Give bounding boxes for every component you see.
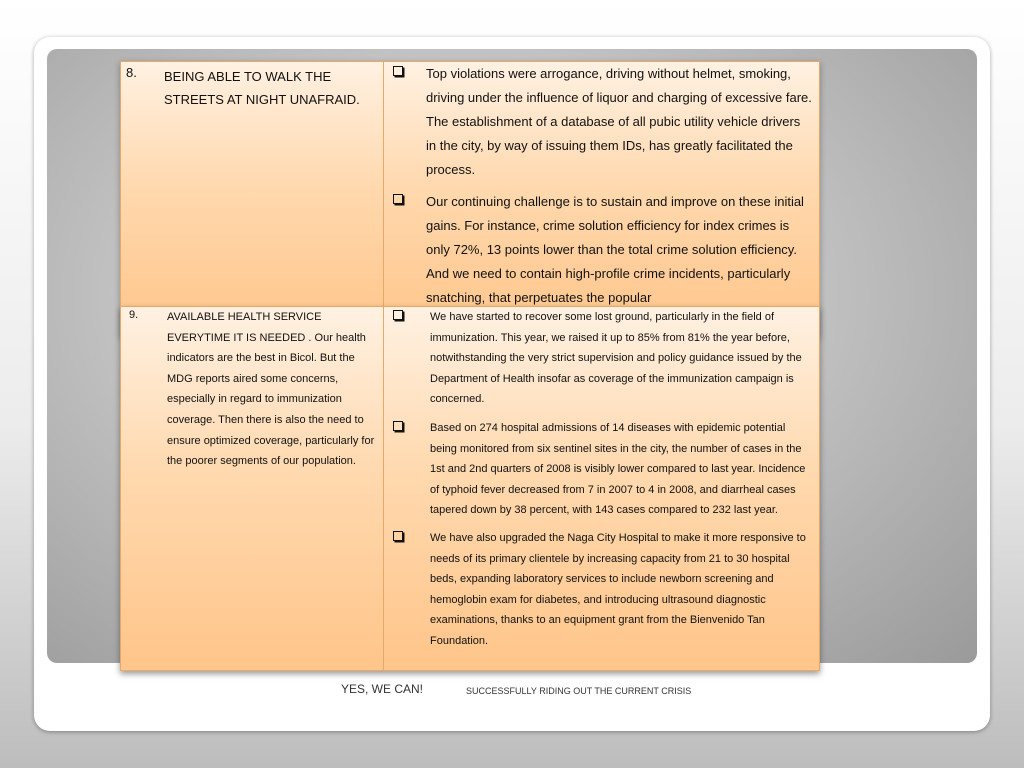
bullet-text: Based on 274 hospital admissions of 14 diseases with epidemic potential being monitored from six sentinel sites in the city, the number of cases in the 1st and 2nd quarters of 2008 is visibly lower compared to last year. Incidence of typhoid fever decreased from 7 in 2007 to 4 in 2008, and diarrheal cases tapered down by 38 percent, with 143 cases compared to 232 last year. (430, 421, 806, 517)
list-item (384, 62, 819, 182)
list-item (384, 418, 819, 521)
list-item (384, 307, 819, 410)
checkbox-bullet-icon (393, 66, 403, 76)
checkbox-bullet-icon (393, 194, 403, 204)
checkbox-bullet-icon (393, 531, 403, 541)
bullet-text: Top violations were arrogance, driving without helmet, smoking, driving under the influence of liquor and charging of excessive fare. The establishment of a database of all pubic utility vehicle drivers in the city, by way of issuing them IDs, has greatly facilitated the process. (426, 66, 812, 177)
bullet-text: We have started to recover some lost ground, particularly in the field of immunization. This year, we raised it up to 85% from 81% the year before, notwithstanding the very strict supervision and policy guidance issued by the Department of Health insofar as coverage of the immunization campaign is concerned. (430, 311, 802, 406)
item-8-number: 8. (126, 65, 137, 80)
item-9-heading: AVAILABLE HEALTH SERVICE EVERYTIME IT IS NEEDED . Our health indicators are the best in Bicol. But the MDG reports aired some concerns, especially in regard to immunization coverage. Then there is also the need to ensure optimized coverage, particularly for the poorer segments of our population. (167, 311, 375, 468)
list-item (384, 528, 819, 652)
checkbox-bullet-icon (393, 421, 403, 431)
item-9-number: 9. (129, 309, 139, 321)
list-item (384, 190, 819, 310)
table-item-8 (120, 61, 820, 337)
checkbox-bullet-icon (393, 310, 403, 320)
footer-subtitle: SUCCESSFULLY RIDING OUT THE CURRENT CRISIS (466, 686, 692, 696)
item-8-heading-cell (121, 62, 384, 336)
item-8-details-cell (384, 62, 819, 336)
bullet-text: We have also upgraded the Naga City Hospital to make it more responsive to needs of its primary clientele by increasing capacity from 21 to 30 hospital beds, expanding laboratory services to include newborn screening and hemoglobin exam for diabetes, and introducing ultrasound diagnostic examinations, thanks to an equipment grant from the Bienvenido Tan Foundation. (430, 531, 806, 647)
footer-slogan: YES, WE CAN! (341, 682, 424, 696)
bullet-text: Our continuing challenge is to sustain and improve on these initial gains. For instance, crime solution efficiency for index crimes is only 72%, 13 points lower than the total crime solution efficiency. And we need to contain high-profile crime incidents, particularly snatching, that perpetuates the popular (426, 194, 804, 305)
table-item-9 (120, 306, 820, 671)
item-9-details-cell (384, 307, 819, 670)
item-9-heading-cell (121, 307, 384, 670)
item-8-heading: BEING ABLE TO WALK THE STREETS AT NIGHT UNAFRAID. (164, 69, 360, 107)
